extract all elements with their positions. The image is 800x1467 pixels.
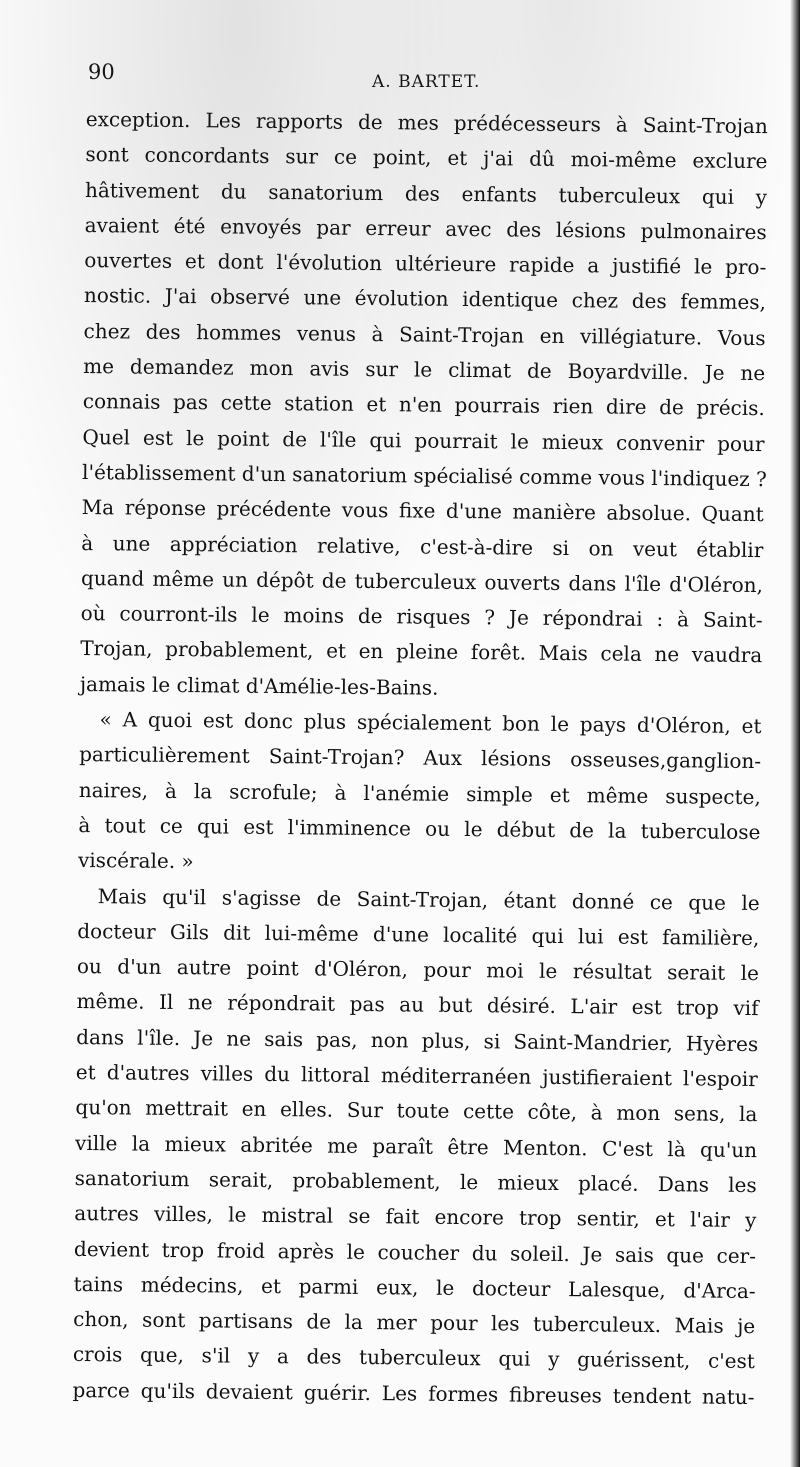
text-line: Ma réponse précédente vous fixe d'une manière absolue. Quant <box>81 495 764 527</box>
text-line: qu'on mettrait en elles. Sur toute cette côte, à mon sens, la <box>75 1095 758 1127</box>
text-line: ouvertes et dont l'évolution ultérieure rapide a justifié le pro- <box>84 248 767 280</box>
text-line: dans l'île. Je ne sais pas, non plus, si Saint-Mandrier, Hyères <box>76 1024 759 1056</box>
text-line: exception. Les rapports de mes prédécesseurs à Saint-Trojan <box>85 106 768 139</box>
page-number: 90 <box>88 60 115 84</box>
text-line: chez des hommes venus à Saint-Trojan en villégiature. Vous <box>83 318 766 350</box>
text-line: à tout ce qui est l'imminence ou le début de la tuberculose <box>78 812 761 845</box>
text-line: tains médecins, et parmi eux, le docteur Lalesque, d'Arca- <box>73 1271 756 1303</box>
text-line: quand même un dépôt de tuberculeux ouverts dans l'île d'Oléron, <box>80 565 764 597</box>
text-line: connais pas cette station et n'en pourrais rien dire de précis. <box>82 389 765 421</box>
text-line: et d'autres villes du littoral méditerranéen justifieraient l'espoir <box>75 1059 758 1092</box>
text-line: Mais qu'il s'agisse de Saint-Trojan, étant donné ce que le <box>97 883 760 915</box>
text-line: nostic. J'ai observé une évolution identique chez des femmes, <box>83 283 767 315</box>
text-line: Trojan, probablement, et en pleine forêt. Mais cela ne vaudra <box>80 636 763 668</box>
text-line: autres villes, le mistral se fait encore trop sentir, et l'air y <box>74 1201 757 1233</box>
text-line: devient trop froid après le coucher du soleil. Je sais que cer- <box>73 1236 757 1268</box>
text-line: chon, sont partisans de la mer pour les tuberculeux. Mais je <box>73 1307 756 1339</box>
text-line: particulièrement Saint-Trojan? Aux lésions osseuses,ganglion- <box>79 742 762 774</box>
text-line: jamais le climat d'Amélie-les-Bains. <box>79 671 439 700</box>
body-text <box>72 102 768 1415</box>
text-line: où courront-ils le moins de risques ? Je répondrai : à Saint- <box>80 601 763 633</box>
text-line: hâtivement du sanatorium des enfants tuberculeux qui y <box>84 177 768 209</box>
text-line: Quel est le point de l'île qui pourrait le mieux convenir pour <box>82 424 765 456</box>
text-line: naires, à la scrofule; à l'anémie simple et même suspecte, <box>78 777 761 809</box>
text-line: « A quoi est donc plus spécialement bon le pays d'Oléron, et <box>99 707 762 739</box>
text-line: même. Il ne répondrait pas au but désiré. L'air est trop vif <box>76 989 759 1021</box>
text-line: à une appréciation relative, c'est-à-dire si on veut établir <box>81 530 764 562</box>
text-line: docteur Gils dit lui-même d'une localité qui lui est familière, <box>77 918 760 950</box>
text-line: viscérale. » <box>77 848 194 874</box>
text-line: ville la mieux abritée me paraît être Menton. C'est là qu'un <box>74 1130 758 1162</box>
text-line: crois que, s'il y a des tuberculeux qui y guérissent, c'est <box>72 1342 755 1374</box>
running-head: A. BARTET. <box>372 72 481 92</box>
text-line: sont concordants sur ce point, et j'ai dû moi-même exclure <box>85 142 768 174</box>
text-line: ou d'un autre point d'Oléron, pour moi le résultat serait le <box>76 954 760 986</box>
text-line: l'établissement d'un sanatorium spécialisé comme vous l'indiquez ? <box>82 459 767 492</box>
page-edge-shadow <box>790 0 800 1467</box>
text-line: sanatorium serait, probablement, le mieux placé. Dans les <box>74 1165 757 1197</box>
text-line: avaient été envoyés par erreur avec des lésions pulmonaires <box>84 212 767 245</box>
text-line: parce qu'ils devaient guérir. Les formes fibreuses tendent natu- <box>72 1377 755 1409</box>
text-line: me demandez mon avis sur le climat de Boyardville. Je ne <box>83 354 766 386</box>
